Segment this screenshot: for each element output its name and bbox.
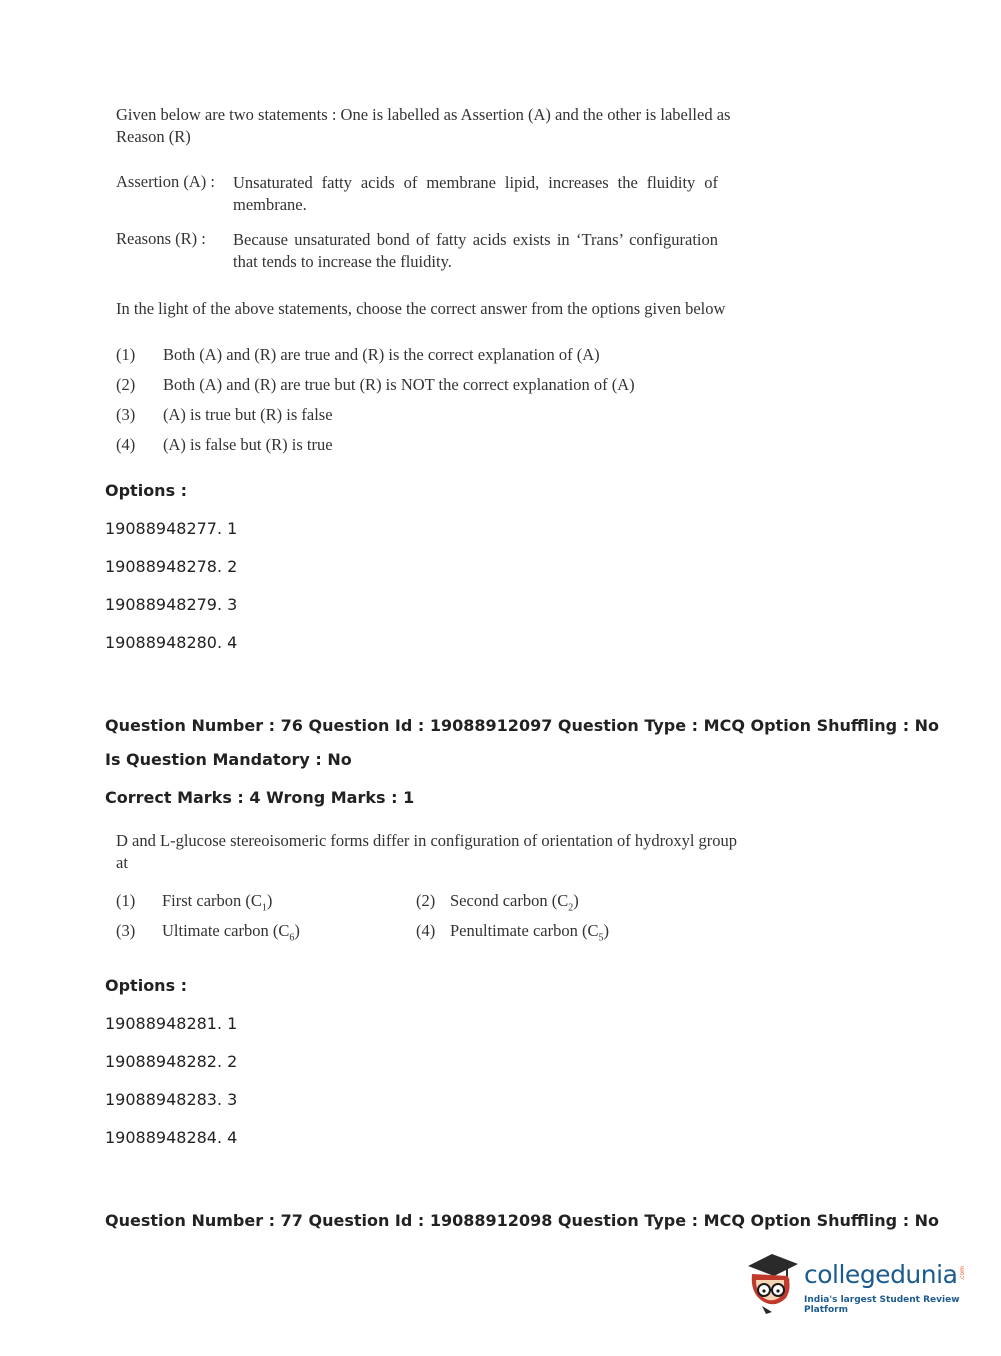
collegedunia-logo [742,1250,972,1320]
question-mandatory: Is Question Mandatory : No [105,750,352,769]
question-intro: Given below are two statements : One is labelled as Assertion (A) and the other is labelled as Reason (R) [116,105,731,146]
choice-text: Ultimate carbon $(C_6)$ [162,921,300,944]
option-id: 19088948281. 1 [105,1014,238,1033]
option-id: 19088948280. 4 [105,633,238,652]
choice-number: (3) [116,405,136,424]
logo-tagline: India's largest Student Review Platform [804,1295,960,1315]
choice-text: Both (A) and (R) are true but (R) is NOT the correct explanation of (A) [163,375,635,394]
option-id: 19088948279. 3 [105,595,238,614]
choice-number: (2) [416,891,436,910]
logo-wordmark: collegedunia [804,1260,958,1289]
assertion-text: Unsaturated fatty acids of membrane lipid, increases the fluidity of membrane. [233,173,718,214]
choice-text: (A) is false but (R) is true [163,435,333,454]
reason-text: Because unsaturated bond of fatty acids exists in ‘Trans’ configuration that tends to increase the fluidity. [233,230,718,271]
choice-text: Penultimate carbon $(C_5)$ [450,921,609,944]
option-id: 19088948284. 4 [105,1128,238,1147]
choice-number: (1) [116,891,136,910]
choice-number: (1) [116,345,136,364]
choice-text: Second carbon $(C_2)$ [450,891,579,914]
options-heading: Options : [105,481,188,500]
choice-number: (4) [116,435,136,454]
option-id: 19088948283. 3 [105,1090,238,1109]
option-id: 19088948277. 1 [105,519,238,538]
question-instruction: In the light of the above statements, choose the correct answer from the options given below [116,299,726,318]
question-marks: Correct Marks : 4 Wrong Marks : 1 [105,788,415,807]
question-header: Question Number : 77 Question Id : 19088912098 Question Type : MCQ Option Shuffling : No [105,1211,940,1230]
option-id: 19088948282. 2 [105,1052,238,1071]
choice-text: First carbon $(C_1)$ [162,891,273,914]
choice-number: (3) [116,921,136,940]
options-heading: Options : [105,976,188,995]
logo-domain: .com [959,1266,966,1281]
assertion-label: Assertion (A) : [116,172,215,191]
choice-number: (2) [116,375,136,394]
question-text: D and L-glucose stereoisomeric forms differ in configuration of orientation of hydroxyl group at [116,831,738,872]
option-id: 19088948278. 2 [105,557,238,576]
question-header: Question Number : 76 Question Id : 19088912097 Question Type : MCQ Option Shuffling : No [105,716,940,735]
choice-text: (A) is true but (R) is false [163,405,333,424]
reason-label: Reasons (R) : [116,229,206,248]
mascot-icon [742,1250,804,1320]
choice-text: Both (A) and (R) are true and (R) is the correct explanation of (A) [163,345,600,364]
choice-number: (4) [416,921,436,940]
